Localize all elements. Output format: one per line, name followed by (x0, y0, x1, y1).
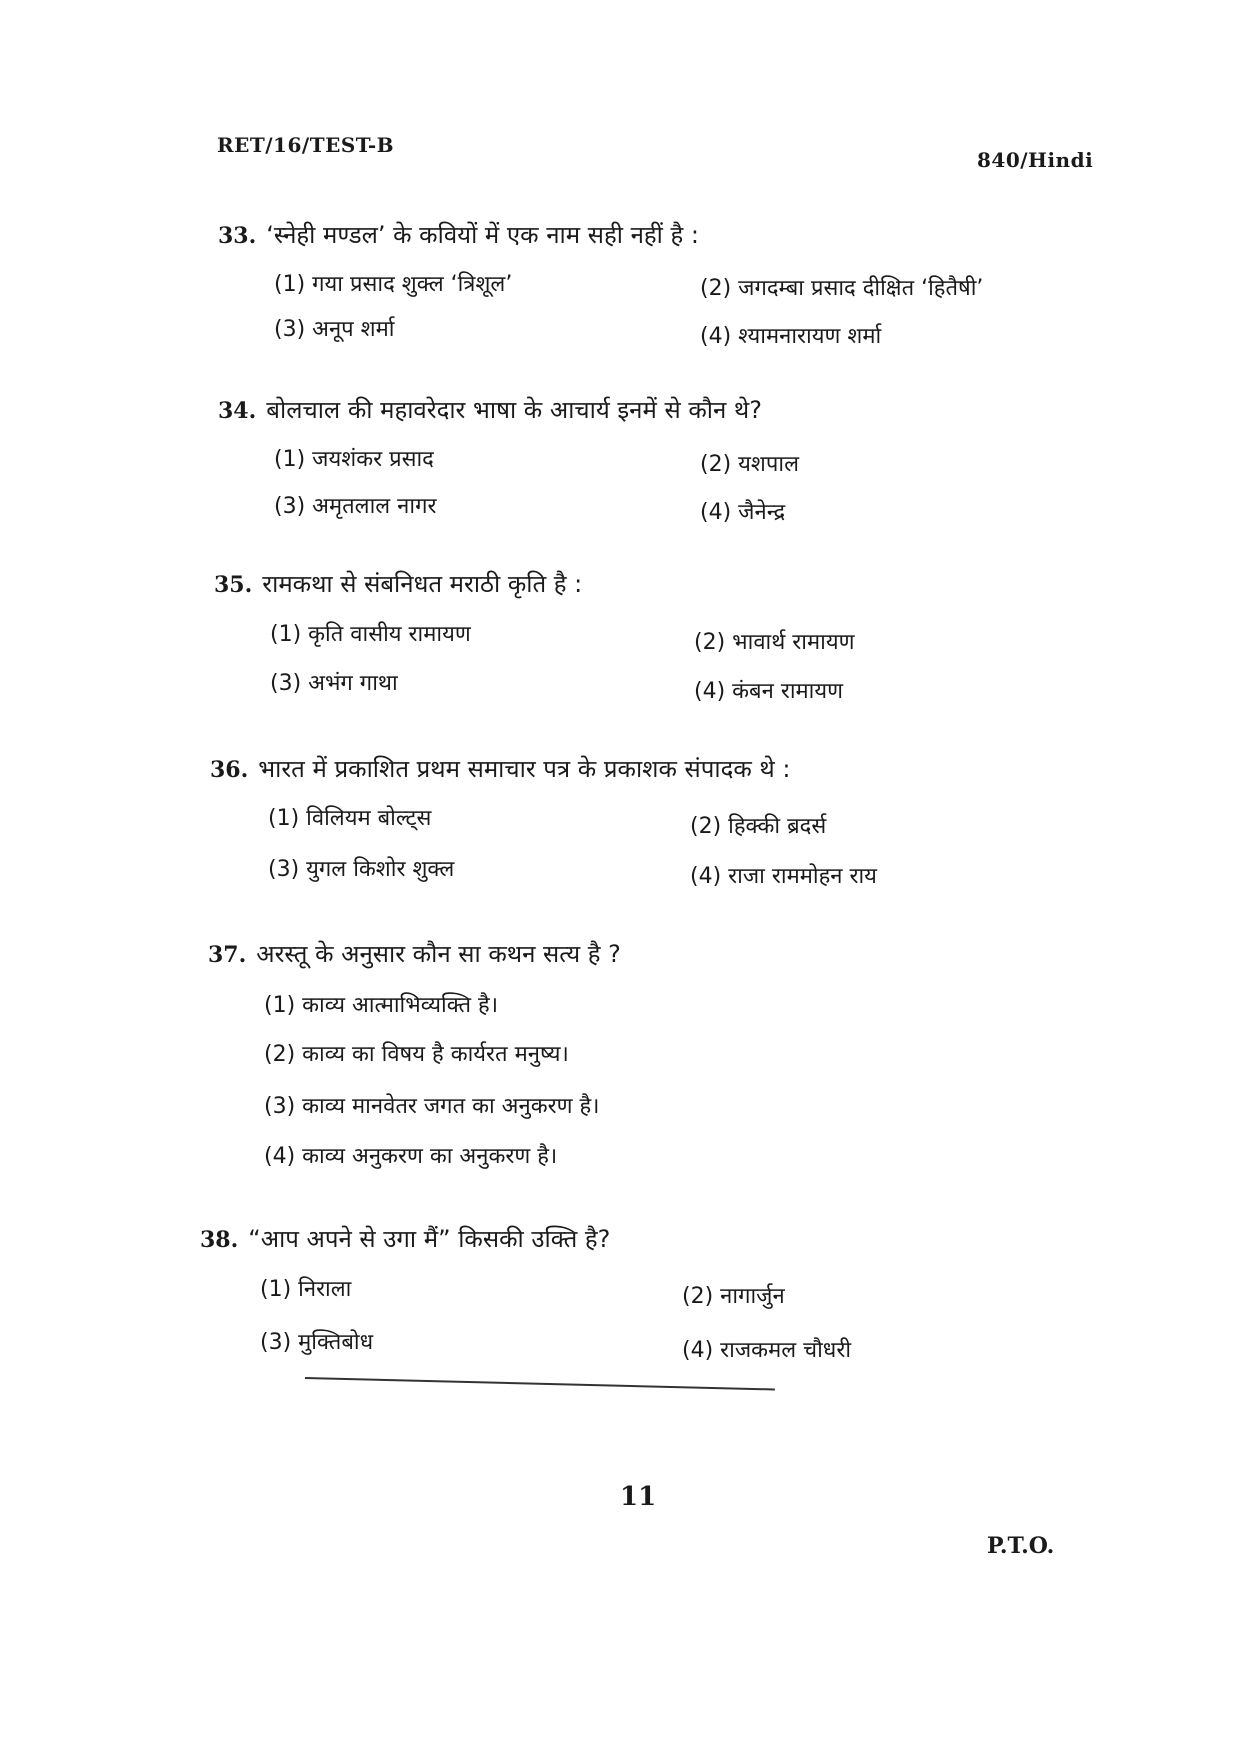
option-37-2: (2) काव्य का विषय है कार्यरत मनुष्य। (264, 1042, 569, 1067)
option-35-1: (1) कृति वासीय रामायण (270, 622, 471, 647)
option-34-1: (1) जयशंकर प्रसाद (274, 447, 434, 472)
exam-code: RET/16/TEST-B (217, 133, 395, 157)
option-37-4: (4) काव्य अनुकरण का अनुकरण है। (264, 1144, 558, 1169)
question-text: ‘स्नेही मण्डल’ के कवियों में एक नाम सही नहीं है : (266, 221, 699, 249)
option-38-4: (4) राजकमल चौधरी (682, 1338, 852, 1363)
option-33-3: (3) अनूप शर्मा (274, 317, 395, 342)
question-36 (210, 752, 1110, 785)
option-34-3: (3) अमृतलाल नागर (274, 494, 437, 519)
question-number: 37. (208, 942, 247, 968)
question-35 (214, 567, 1114, 600)
option-37-1: (1) काव्य आत्माभिव्यक्ति है। (264, 993, 499, 1018)
please-turn-over: P.T.O. (987, 1533, 1055, 1559)
question-number: 38. (200, 1227, 239, 1253)
question-number: 34. (218, 398, 257, 424)
question-37 (208, 937, 1108, 970)
option-34-2: (2) यशपाल (700, 452, 799, 477)
option-33-1: (1) गया प्रसाद शुक्ल ‘त्रिशूल’ (274, 272, 513, 297)
option-33-4: (4) श्यामनारायण शर्मा (700, 324, 882, 349)
question-text: रामकथा से संबनिधत मराठी कृति है : (262, 570, 583, 598)
question-number: 36. (210, 757, 249, 783)
option-35-2: (2) भावार्थ रामायण (694, 630, 855, 655)
question-38 (200, 1222, 1100, 1255)
option-33-2: (2) जगदम्बा प्रसाद दीक्षित ‘हितैषी’ (700, 276, 984, 301)
question-33 (218, 218, 1118, 251)
question-text: बोलचाल की महावरेदार भाषा के आचार्य इनमें से कौन थे? (266, 396, 762, 424)
option-35-3: (3) अभंग गाथा (270, 671, 398, 696)
option-36-3: (3) युगल किशोर शुक्ल (268, 857, 455, 882)
option-37-3: (3) काव्य मानवेतर जगत का अनुकरण है। (264, 1094, 600, 1119)
question-number: 35. (214, 572, 253, 598)
option-36-4: (4) राजा राममोहन राय (690, 864, 877, 889)
question-number: 33. (218, 223, 257, 249)
option-38-1: (1) निराला (260, 1277, 352, 1302)
option-38-3: (3) मुक्तिबोध (260, 1330, 374, 1355)
option-36-2: (2) हिक्की ब्रदर्स (690, 814, 827, 839)
section-end-rule (305, 1377, 775, 1390)
page-number: 11 (620, 1482, 657, 1512)
option-38-2: (2) नागार्जुन (682, 1284, 785, 1309)
option-35-4: (4) कंबन रामायण (694, 679, 844, 704)
option-36-1: (1) विलियम बोल्ट्स (268, 806, 432, 831)
question-34 (218, 393, 1118, 426)
option-34-4: (4) जैनेन्द्र (700, 500, 786, 525)
paper-code: 840/Hindi (977, 148, 1094, 172)
question-text: अरस्तू के अनुसार कौन सा कथन सत्य है ? (256, 940, 621, 968)
question-text: भारत में प्रकाशित प्रथम समाचार पत्र के प्रकाशक संपादक थे : (258, 755, 791, 783)
question-text: “आप अपने से उगा मैं” किसकी उक्ति है? (248, 1225, 611, 1253)
